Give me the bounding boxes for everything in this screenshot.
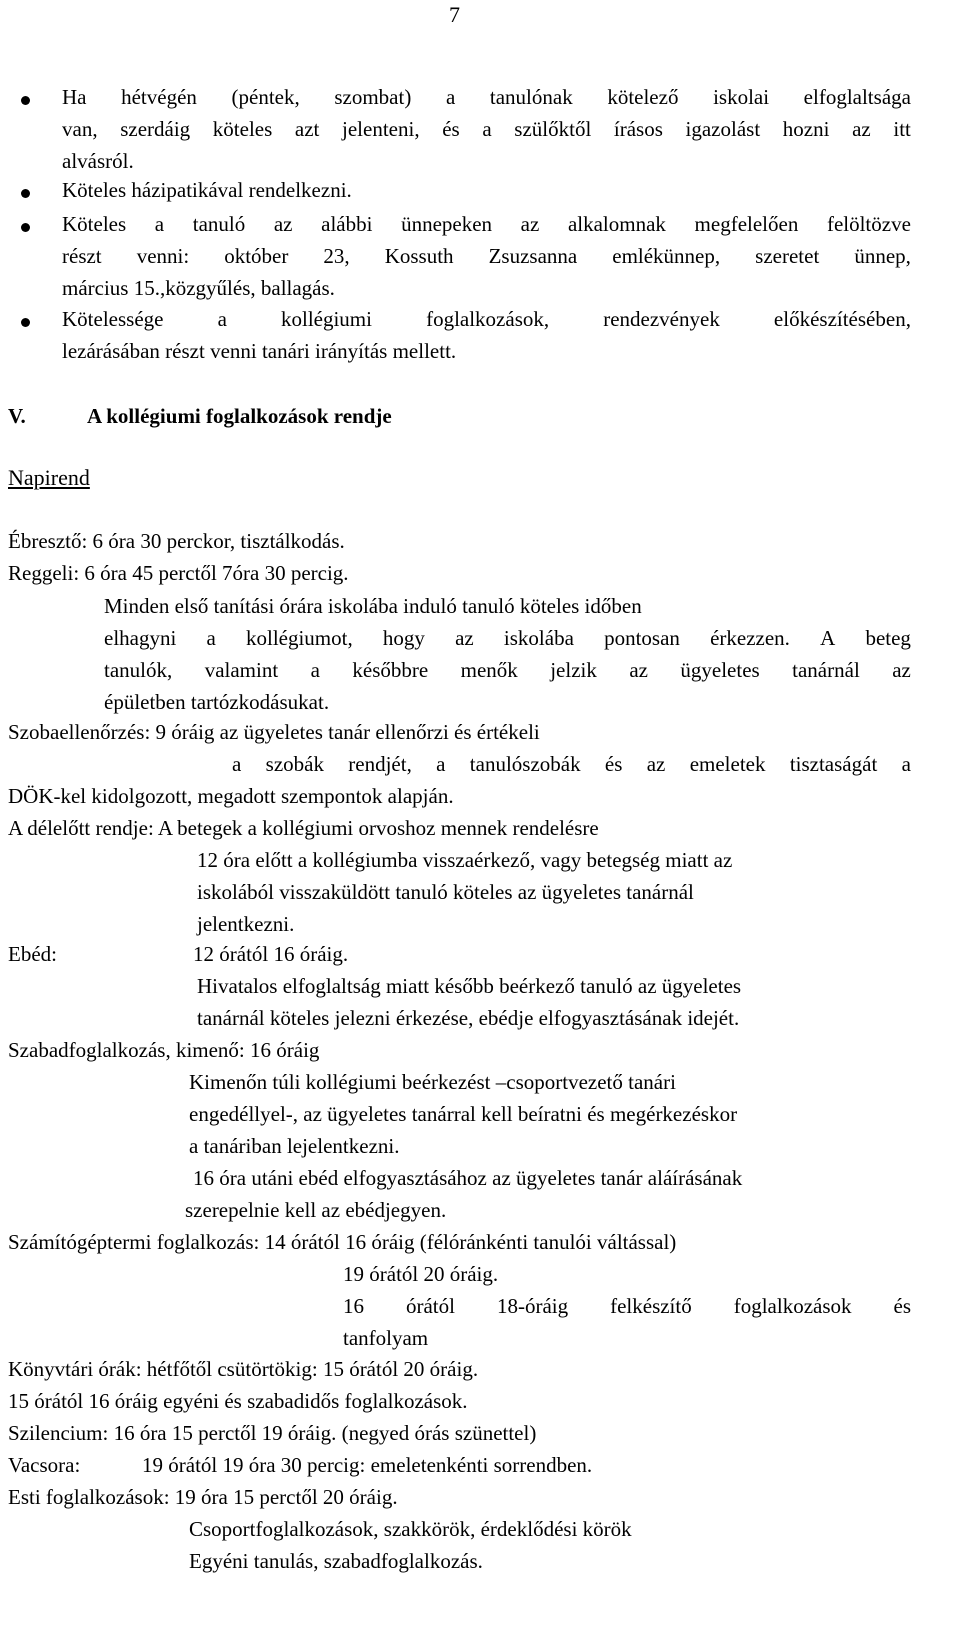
word: az	[646, 752, 666, 776]
schedule-line: Minden első tanítási órára iskolába induló tanuló köteles időben	[104, 594, 642, 618]
schedule-line: Szilencium: 16 óra 15 perctől 19 óráig. (negyed órás szünettel)	[8, 1421, 537, 1445]
word: valamint	[204, 658, 279, 682]
word: köteles	[212, 117, 273, 141]
schedule-line: Esti foglalkozások: 19 óra 15 perctől 20 óráig.	[8, 1485, 398, 1509]
word: emeletek	[689, 752, 766, 776]
word: itt	[893, 117, 911, 141]
text-line: március 15.,közgyűlés, ballagás.	[62, 276, 335, 300]
word: azt	[294, 117, 320, 141]
word: alábbi	[321, 212, 373, 236]
schedule-line: A délelőtt rendje: A betegek a kollégiumi orvoshoz mennek rendelésre	[8, 816, 599, 840]
word: igazolást	[685, 117, 761, 141]
justified-line	[62, 119, 911, 140]
word: hozni	[782, 117, 830, 141]
word: iskolai	[713, 85, 770, 109]
word: az	[852, 117, 871, 141]
word: Köteles	[62, 212, 127, 236]
word: Kötelessége	[62, 307, 164, 331]
schedule-line: DÖK-kel kidolgozott, megadott szempontok alapján.	[8, 784, 454, 808]
schedule-line: tanfolyam	[343, 1326, 429, 1350]
justified-line	[104, 660, 911, 681]
text-line: alvásról.	[62, 149, 134, 173]
schedule-line: 12 óra előtt a kollégiumba visszaérkező, vagy betegség miatt az	[197, 848, 733, 872]
justified-line	[62, 309, 911, 330]
word: szeretet	[755, 244, 820, 268]
word: 16	[343, 1294, 364, 1318]
word: érkezzen.	[710, 626, 790, 650]
schedule-line	[8, 563, 349, 584]
word: ügyeletes	[680, 658, 760, 682]
word: A	[820, 626, 836, 650]
word: a	[436, 752, 446, 776]
dinner-label: Vacsora:	[8, 1453, 81, 1477]
word: a	[154, 212, 165, 236]
justified-line	[343, 1296, 911, 1317]
word: iskolába	[503, 626, 574, 650]
text-line: lezárásában részt venni tanári irányítás mellett.	[62, 339, 457, 363]
schedule-line: 15 órától 16 óráig egyéni és szabadidős foglalkozások.	[8, 1389, 468, 1413]
word: hétvégén	[121, 85, 197, 109]
word: van,	[62, 117, 98, 141]
section-number: V.	[8, 404, 26, 428]
word: előkészítésében,	[773, 307, 911, 331]
word: foglalkozások	[733, 1294, 852, 1318]
word: a	[310, 658, 320, 682]
word: rendezvények	[603, 307, 720, 331]
schedule-line: Szobaellenőrzés: 9 óráig az ügyeletes tanár ellenőrzi és értékeli	[8, 720, 540, 744]
schedule-line: szerepelnie kell az ebédjegyen.	[185, 1198, 447, 1222]
schedule-line: Egyéni tanulás, szabadfoglalkozás.	[189, 1549, 483, 1573]
word: a	[206, 626, 216, 650]
word: Zsuzsanna	[488, 244, 578, 268]
schedule-line: Ébresztő: 6 óra 30 perckor, tisztálkodás.	[8, 529, 345, 553]
word: órától	[405, 1294, 455, 1318]
word: alkalomnak	[567, 212, 666, 236]
word: szobák	[265, 752, 324, 776]
word: hogy	[382, 626, 425, 650]
word: elhagyni	[104, 626, 177, 650]
word: felöltözve	[826, 212, 911, 236]
subheading: Napirend	[8, 465, 90, 490]
justified-line	[62, 214, 911, 235]
word: az	[273, 212, 293, 236]
word: ünnep,	[854, 244, 911, 268]
word: a	[901, 752, 911, 776]
word: és	[604, 752, 623, 776]
word: pontosan	[604, 626, 680, 650]
schedule-line: 16 óra utáni ebéd elfogyasztásához az ügyeletes tanár aláírásának	[193, 1166, 743, 1190]
word: részt	[62, 244, 102, 268]
schedule-line: Kimenőn túli kollégiumi beérkezést –csoportvezető tanári	[189, 1070, 676, 1094]
word: venni:	[136, 244, 190, 268]
schedule-line: jelentkezni.	[197, 912, 295, 936]
word: szerdáig	[120, 117, 191, 141]
lunch-time: 12 órától 16 óráig.	[193, 942, 349, 966]
word: menők	[460, 658, 518, 682]
word: tanárnál	[792, 658, 860, 682]
page-number: 7	[449, 2, 460, 27]
word: október	[224, 244, 289, 268]
word: az	[520, 212, 540, 236]
word: az	[455, 626, 474, 650]
justified-line	[104, 628, 911, 649]
word: 23,	[323, 244, 350, 268]
justified-line	[62, 87, 911, 108]
schedule-line: Szabadfoglalkozás, kimenő: 16 óráig	[8, 1038, 320, 1062]
word: ünnepeken	[401, 212, 493, 236]
section-title: A kollégiumi foglalkozások rendje	[87, 404, 392, 428]
word: tanuló	[192, 212, 246, 236]
word: későbbre	[352, 658, 429, 682]
word: tanulónak	[489, 85, 573, 109]
word: beteg	[865, 626, 911, 650]
word: kötelező	[607, 85, 679, 109]
schedule-line: a tanáriban lejelentkezni.	[189, 1134, 400, 1158]
dinner-time: 19 órától 19 óra 30 percig: emeletenkénti sorrendben.	[142, 1453, 593, 1477]
schedule-line: Csoportfoglalkozások, szakkörök, érdeklődési körök	[189, 1517, 632, 1541]
text-line: Köteles házipatikával rendelkezni.	[62, 178, 352, 202]
word: az	[892, 658, 911, 682]
word: Ha	[62, 85, 87, 109]
schedule-line: tanárnál köteles jelezni érkezése, ebédje elfogyasztásának idejét.	[197, 1006, 740, 1030]
word: a	[232, 752, 242, 776]
schedule-line: engedéllyel-, az ügyeletes tanárral kell beíratni és megérkezéskor	[189, 1102, 738, 1126]
lunch-label: Ebéd:	[8, 942, 57, 966]
word: 18-óráig	[496, 1294, 569, 1318]
word: tanulók,	[104, 658, 173, 682]
word: kollégiumi	[280, 307, 372, 331]
word: (péntek,	[231, 85, 300, 109]
word: felkészítő	[610, 1294, 692, 1318]
breakfast-time: 6 óra 45 perctől 7óra 30 percig.	[79, 561, 349, 585]
schedule-line: Számítógéptermi foglalkozás: 14 órától 16 óráig (félóránkénti tanulói váltással)	[8, 1230, 677, 1254]
word: a	[482, 117, 492, 141]
word: megfelelően	[694, 212, 799, 236]
word: és	[893, 1294, 911, 1318]
word: tisztaságát	[789, 752, 878, 776]
word: az	[629, 658, 648, 682]
word: jelenteni,	[342, 117, 420, 141]
word: szombat)	[334, 85, 412, 109]
schedule-line: iskolából visszaküldött tanuló köteles az ügyeletes tanárnál	[197, 880, 694, 904]
word: rendjét,	[348, 752, 412, 776]
justified-line	[232, 754, 911, 775]
word: kollégiumot,	[245, 626, 353, 650]
word: és	[442, 117, 460, 141]
bullet-dot	[21, 189, 30, 198]
word: Kossuth	[384, 244, 454, 268]
word: szülőktől	[514, 117, 592, 141]
word: a	[217, 307, 227, 331]
word: elfoglaltsága	[803, 85, 911, 109]
schedule-line: Hivatalos elfoglaltság miatt később beérkező tanuló az ügyeletes	[197, 974, 742, 998]
schedule-line: Könyvtári órák: hétfőtől csütörtökig: 15 órától 20 óráig.	[8, 1357, 479, 1381]
justified-line	[62, 246, 911, 267]
bullet-dot	[21, 223, 30, 232]
schedule-line: épületben tartózkodásukat.	[104, 690, 330, 714]
word: írásos	[613, 117, 663, 141]
bullet-dot	[21, 318, 30, 327]
word: emlékünnep,	[612, 244, 721, 268]
bullet-dot	[21, 96, 30, 105]
word: jelzik	[550, 658, 597, 682]
word: foglalkozások,	[426, 307, 550, 331]
breakfast-label: Reggeli:	[8, 561, 80, 585]
word: tanulószobák	[469, 752, 581, 776]
schedule-line: 19 órától 20 óráig.	[343, 1262, 499, 1286]
word: a	[445, 85, 456, 109]
